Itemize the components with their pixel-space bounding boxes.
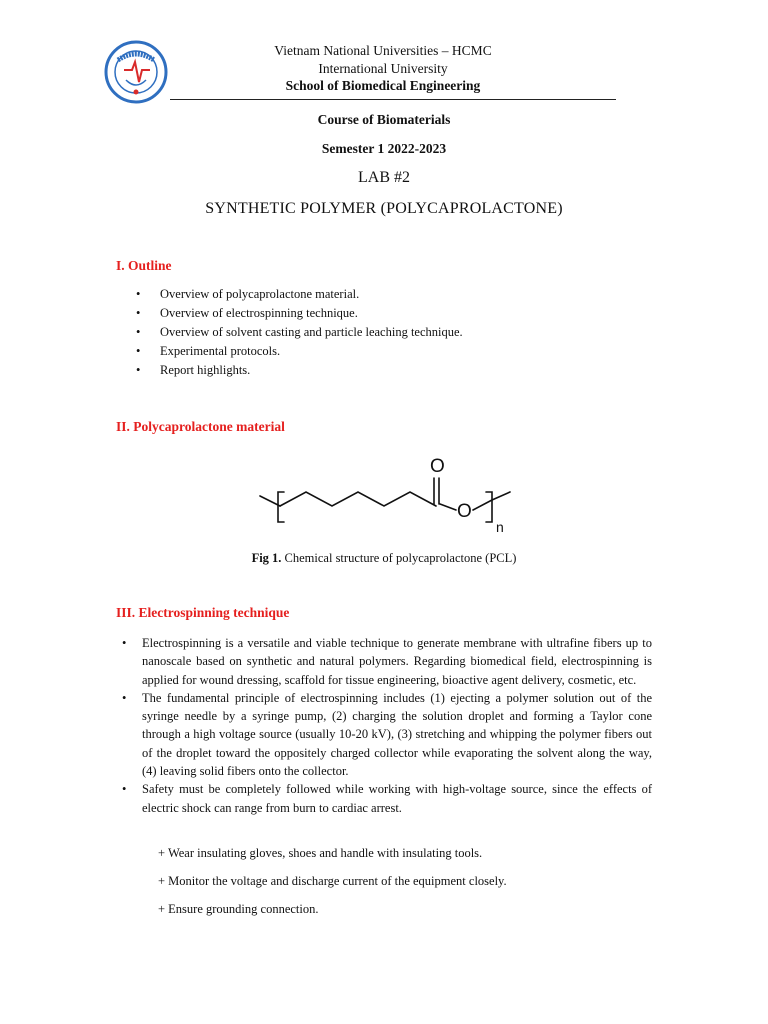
- list-item: [136, 342, 463, 361]
- bullet-icon: •: [136, 306, 141, 320]
- section-heading-electrospinning: III. Electrospinning technique: [116, 605, 290, 620]
- bullet-icon: •: [122, 782, 127, 797]
- section-heading-outline: I. Outline: [116, 258, 172, 273]
- list-item: [120, 780, 652, 817]
- pcl-chemical-structure: [248, 446, 512, 542]
- list-item: [136, 304, 463, 323]
- lab-title: SYNTHETIC POLYMER (POLYCAPROLACTONE): [205, 200, 563, 217]
- atom-o-ester: O: [457, 501, 472, 522]
- lab-number: LAB #2: [358, 169, 410, 186]
- bullet-icon: •: [136, 325, 141, 339]
- section-heading-material: II. Polycaprolactone material: [116, 419, 285, 434]
- repeat-subscript: n: [496, 519, 504, 535]
- list-item: [120, 634, 652, 689]
- bullet-icon: •: [122, 690, 127, 705]
- list-item: [136, 285, 463, 304]
- structure-bonds: [260, 478, 510, 522]
- figure-caption-label: Fig 1.: [251, 551, 282, 565]
- list-item-text: Overview of polycaprolactone material.: [160, 287, 360, 301]
- safety-item: + Monitor the voltage and discharge current of the equipment closely.: [158, 874, 507, 888]
- header-divider: [170, 99, 616, 100]
- paragraph-text: Safety must be completely followed while working with high-voltage source, since the effects of electric shock can range from burn to cardiac arrest.: [142, 782, 652, 815]
- safety-item: + Wear insulating gloves, shoes and handle with insulating tools.: [158, 846, 483, 860]
- list-item-text: Overview of solvent casting and particle leaching technique.: [160, 325, 463, 339]
- semester: Semester 1 2022-2023: [321, 141, 447, 156]
- bullet-icon: •: [122, 636, 127, 650]
- list-item: [136, 361, 463, 380]
- header-school: School of Biomedical Engineering: [285, 78, 481, 93]
- list-item-text: Overview of electrospinning technique.: [160, 306, 358, 320]
- header-university: International University: [318, 61, 448, 76]
- outline-list: [136, 285, 463, 380]
- header-university-system: Vietnam National Universities – HCMC: [274, 43, 492, 58]
- list-item: [120, 689, 652, 780]
- paragraph-text: Electrospinning is a versatile and viable technique to generate membrane with ultrafine fibers up to nanoscale based on synthetic and natural polymers. Regarding biomedical field, electrospinning is applied for wound dressing, scaffold for tissue engineering, bioactive agent delivery, cosmetic, etc.: [142, 636, 652, 687]
- figure-caption: [0, 551, 768, 566]
- safety-item: + Ensure grounding connection.: [158, 902, 319, 916]
- course-title: Course of Biomaterials: [317, 112, 451, 127]
- bullet-icon: •: [136, 363, 141, 377]
- figure-caption-text: Chemical structure of polycaprolactone (PCL): [281, 551, 517, 565]
- list-item: [136, 323, 463, 342]
- bullet-icon: •: [136, 344, 141, 358]
- list-item-text: Report highlights.: [160, 363, 251, 377]
- paragraph-text: The fundamental principle of electrospinning includes (1) ejecting a polymer solution out of the syringe needle by a syringe pump, (2) charging the solution droplet and forming a Taylor cone through a high voltage source (usually 10-20 kV), (3) stretching and whipping the polymer fibers out of the droplet toward the oppositely charged collector while evaporating the solvent along the way, (4) leaving solid fibers onto the collector.: [142, 690, 652, 779]
- list-item-text: Experimental protocols.: [160, 344, 281, 358]
- atom-o-carbonyl: O: [430, 456, 445, 477]
- university-logo: [104, 40, 168, 104]
- bullet-icon: •: [136, 287, 141, 301]
- electrospinning-list: [120, 634, 652, 817]
